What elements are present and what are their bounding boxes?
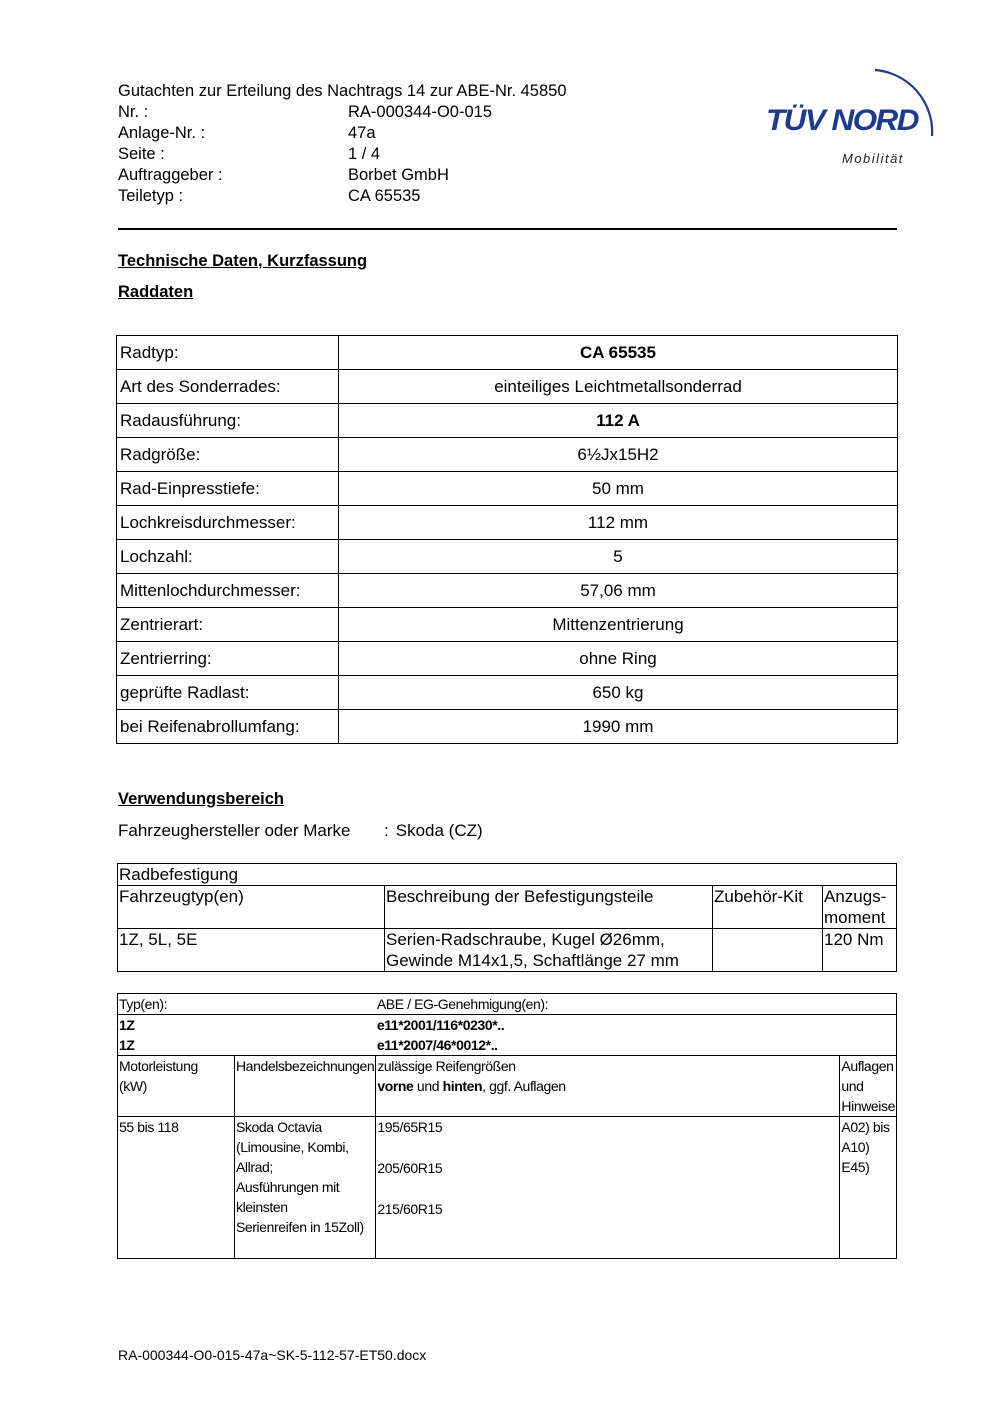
header-field-teiletyp: Teiletyp : CA 65535 (118, 187, 421, 205)
manufacturer-label: Fahrzeughersteller oder Marke (118, 821, 351, 840)
table-row: geprüfte Radlast: 650 kg (117, 676, 898, 710)
wheel-data-table (116, 335, 898, 744)
table-row: 1Z, 5L, 5E Serien-Radschraube, Kugel Ø26mm, Gewinde M14x1,5, Schaftlänge 27 mm 120 Nm (118, 929, 897, 972)
manufacturer-separator: : (384, 821, 389, 840)
table-row: Radtyp: CA 65535 (117, 336, 898, 370)
table-row: Radausführung: 112 A (117, 404, 898, 438)
logo-subtitle: Mobilität (842, 151, 904, 166)
table-row: Art des Sonderrades: einteiliges Leichtmetallsonderrad (117, 370, 898, 404)
vehicle-types-table (117, 993, 897, 1259)
table-row: Motorleistung (kW) Handelsbezeichnungen zulässige Reifengrößen vorne und hinten, ggf. Auflagen Auflagen und Hinweise (118, 1056, 897, 1117)
table-row: Radgröße: 6½Jx15H2 (117, 438, 898, 472)
document-header (118, 81, 567, 207)
table-row: Fahrzeugtyp(en) Beschreibung der Befestigungsteile Zubehör-Kit Anzugs- moment (118, 886, 897, 929)
table-row: Rad-Einpresstiefe: 50 mm (117, 472, 898, 506)
table-row: Lochzahl: 5 (117, 540, 898, 574)
manufacturer-line (118, 821, 483, 841)
fixing-title: Radbefestigung (118, 864, 897, 886)
header-divider (118, 228, 897, 230)
logo-brand: TÜV NORD (766, 104, 918, 137)
table-row: Zentrierart: Mittenzentrierung (117, 608, 898, 642)
heading-wheel: Raddaten (118, 283, 194, 301)
table-row: Zentrierring: ohne Ring (117, 642, 898, 676)
header-field-auftraggeber: Auftraggeber : Borbet GmbH (118, 166, 449, 184)
header-field-anlage: Anlage-Nr. : 47a (118, 124, 376, 142)
header-field-seite: Seite : 1 / 4 (118, 145, 381, 163)
footer-filename: RA-000344-O0-015-47a~SK-5-112-57-ET50.docx (118, 1347, 427, 1363)
table-row: Mittenlochdurchmesser: 57,06 mm (117, 574, 898, 608)
table-row: 1Z 1Z e11*2001/116*0230*.. e11*2007/46*0012*.. (118, 1015, 897, 1056)
table-row: Lochkreisdurchmesser: 112 mm (117, 506, 898, 540)
manufacturer-value: Skoda (CZ) (395, 821, 483, 840)
document-title: Gutachten zur Erteilung des Nachtrags 14 zur ABE-Nr. 45850 (118, 82, 567, 100)
tuv-nord-logo (760, 56, 950, 171)
table-row: 55 bis 118 Skoda Octavia (Limousine, Kombi, Allrad; Ausführungen mit kleinsten Serienreifen in 15Zoll) 195/65R15 205/60R15 215/60R15 A02) bis A10) E45) (118, 1117, 897, 1259)
table-row (118, 864, 897, 886)
table-row: Typ(en): ABE / EG-Genehmigung(en): (118, 994, 897, 1015)
table-row: bei Reifenabrollumfang: 1990 mm (117, 710, 898, 744)
wheel-fixing-table (117, 863, 897, 972)
heading-technical: Technische Daten, Kurzfassung (118, 252, 368, 270)
heading-usage: Verwendungsbereich (118, 790, 284, 808)
header-field-nr: Nr. : RA-000344-O0-015 (118, 103, 493, 121)
